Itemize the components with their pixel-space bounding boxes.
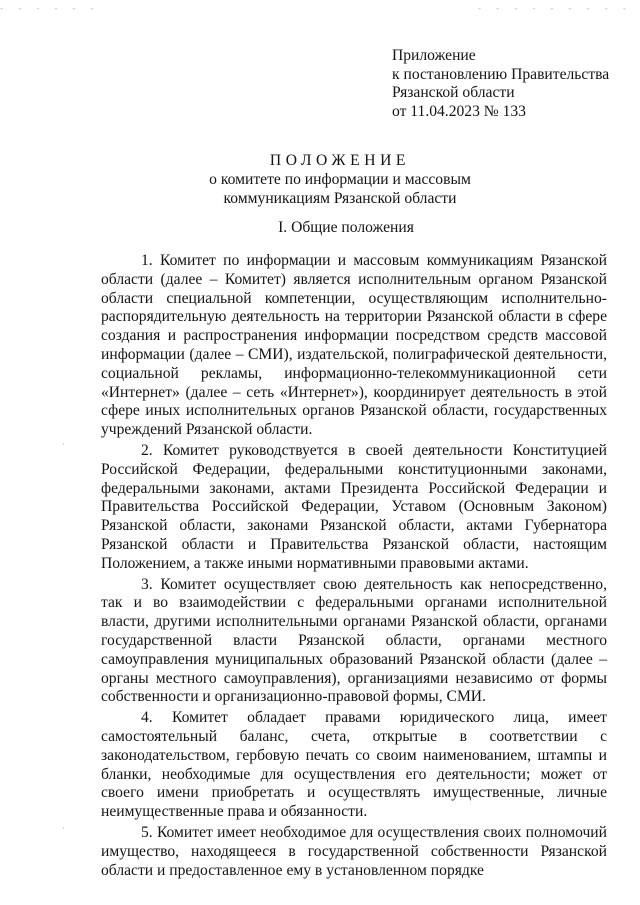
scan-dot: · [62, 824, 65, 833]
paragraph-3: 3. Комитет осуществляет свою деятельность как непосредственно, так и во взаимодействии с федеральными органами исполнительной власти, другими исполнительными органами Рязанской области, органами государственной власти Рязанской области, органами местного самоуправления муниципальных образований Рязанской области (далее – органы местного самоуправления), организациями независимо от формы собственности и организационно-правовой формы, СМИ. [101, 575, 607, 706]
decree-reference: к постановлению Правительства [392, 65, 610, 83]
paragraph-4: 4. Комитет обладает правами юридического лица, имеет самостоятельный баланс, счета, открытые в соответствии с законодательством, гербовую печать со своим наименованием, штампы и бланки, необходимые для осуществления его деятельности; может от своего имени приобретать и осуществлять имущественные, личные неимущественные права и обязанности. [101, 709, 607, 821]
subtitle-line-1: о комитете по информации и массовым [209, 171, 471, 188]
document-subtitle [0, 170, 640, 208]
paragraph-1: 1. Комитет по информации и массовым коммуникациям Рязанской области (далее – Комитет) является исполнительным органом Рязанской области специальной компетенции, осуществляющим исполнительно-распорядительную деятельность на территории Рязанской области в сфере создания и распространения информации посредством средств массовой информации (далее – СМИ), издательской, полиграфической деятельности, социальной рекламы, информационно-телекоммуникационной сети «Интернет» (далее – сеть «Интернет»), координирует деятельность в этой сфере иных исполнительных органов Рязанской области, государственных учреждений Рязанской области. [101, 252, 607, 439]
section-heading: I. Общие положения [278, 219, 414, 236]
document-body [101, 252, 607, 882]
paragraph-5: 5. Комитет имеет необходимое для осуществления своих полномочий имущество, находящееся в государственной собственности Рязанской области и предоставленное ему в установленном порядке [101, 823, 607, 879]
scan-artifact-right: - - - - - - - - - [477, 4, 632, 14]
paragraph-2: 2. Комитет руководствуется в своей деятельности Конституцией Российской Федерации, федеральными конституционными законами, федеральными законами, актами Президента Российской Федерации и Правительства Российской Федерации, Уставом (Основным Законом) Рязанской области, законами Рязанской области, актами Губернатора Рязанской области и Правительства Рязанской области, настоящим Положением, а также иными нормативными правовыми актами. [101, 441, 607, 572]
document-title: ПОЛОЖЕНИЕ [269, 152, 411, 169]
decree-date-number: от 11.04.2023 № 133 [392, 102, 526, 120]
scan-dot: · [62, 440, 65, 449]
subtitle-line-2: коммуникациям Рязанской области [223, 190, 457, 207]
appendix-label: Приложение [392, 47, 476, 64]
appendix-header [392, 47, 632, 121]
scan-artifact-left: - - - - - - [0, 4, 100, 14]
region-name: Рязанской области [392, 84, 515, 101]
